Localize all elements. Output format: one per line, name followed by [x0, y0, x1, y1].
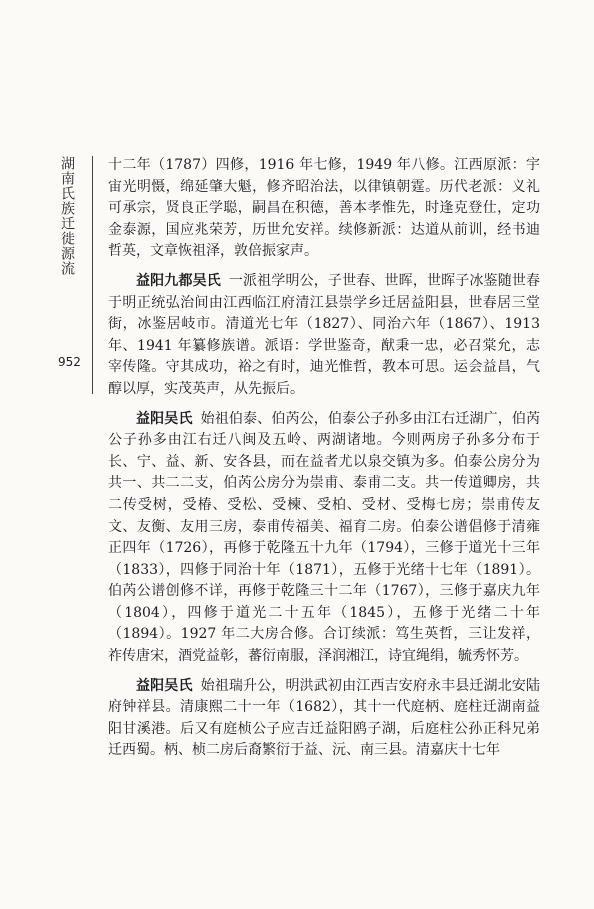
paragraph-yiyang-wu-1: [108, 409, 540, 668]
paragraph-continued: [108, 155, 540, 263]
clan-heading: 益阳吴氏: [136, 410, 193, 427]
running-title: 湖南氏族迁徙源流: [59, 156, 75, 276]
margin-divider: [92, 156, 93, 394]
clan-heading: 益阳吴氏: [136, 677, 193, 694]
page-number: 952: [58, 355, 81, 369]
page-body: [108, 155, 540, 762]
paragraph-text: 始祖伯泰、伯芮公，伯泰公子孙多由江右迁湖广，伯芮公子孙多由江右迁八闽及五岭、两湖诸地。今则两房子孙多分布于长、宁、益、新、安各县，而在益者尤以泉交镇为多。伯泰公房分为共一、共二二支，伯芮公房分为崇甫、泰甫二支。共一传道卿房，共二传受树，受椿、受松、受楝、受柏、受材、受梅七房；崇甫传友文、友衡、友用三房，泰甫传福美、福育二房。伯泰公谱倡修于清雍正四年（1726），再修于乾隆五十九年（1794），三修于道光十三年（1833），四修于同治十年（1871），五修于光绪十七年（1891）。伯芮公谱创修不详，再修于乾隆三十二年（1767），三修于嘉庆九年（1804），四修于道光二十五年（1845），五修于光绪二十年（1894）。1927 年二大房合修。合订续派：笃生英哲，三让发祥，祚传唐宋，酒党益彰，蕃衍南服，泽润湘江，诗宜绳绢，毓秀怀芳。: [108, 410, 540, 665]
paragraph-text: 始祖瑞升公，明洪武初由江西吉安府永丰县迁湖北安陆府钟祥县。清康熙二十一年（1682），其十一代庭柄、庭柱迁湖南益阳甘溪港。后又有庭桢公子应吉迁益阳鸥子湖，后庭柱公孙正科兄弟迁西蜀。柄、桢二房后裔繁衍于益、沅、南三县。清嘉庆十七年: [108, 677, 540, 759]
paragraph-text: 十二年（1787）四修，1916 年七修，1949 年八修。江西原派：宇宙光明慑，绵延肇大魁，修齐昭治法，以律镇朝霆。历代老派：义礼可承宗，贤良正学聪，嗣昌在积德，善本孝惟先，时逢克登仕，定功金泰源，国应兆荣芳，历世允安祥。续修新派：达道从前训，经书迪哲英，文章恢祖泽，敦倍振家声。: [108, 157, 540, 260]
paragraph-yiyang-jiudu-wu: [108, 271, 540, 401]
paragraph-yiyang-wu-2: [108, 676, 540, 762]
clan-heading: 益阳九都吴氏: [136, 272, 221, 289]
paragraph-text: 一派祖学明公，子世春、世晖，世晖子冰鉴随世春于明正统弘治间由江西临江府清江县崇学乡迁居益阳县，世春居三堂街，冰鉴居岐市。清道光七年（1827）、同治六年（1867）、1913 年、1941 年纂修族谱。派语：学世鉴奇，猷秉一忠，必召棠允，志宰传隆。守其成功，裕之有时，迪光惟哲，教本可思。运会益昌，气醇以厚，实茂英声，从先振后。: [108, 272, 541, 397]
